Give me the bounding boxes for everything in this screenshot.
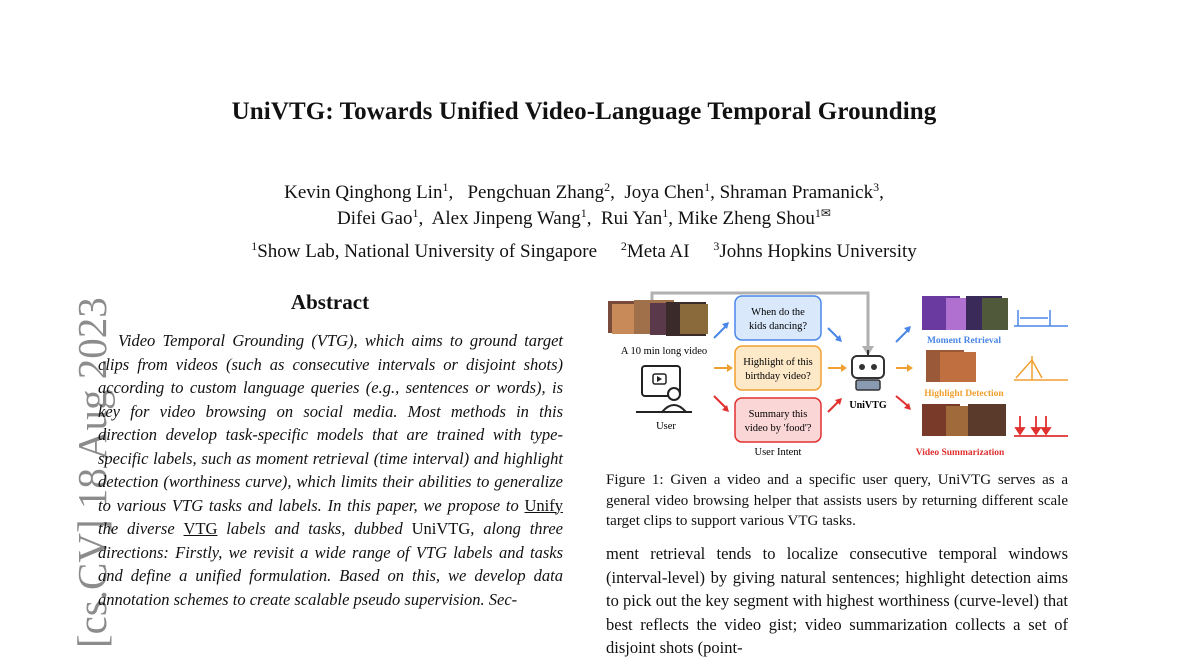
author: Alex Jinpeng Wang$^1$ [431,206,587,229]
model-label: UniVTG [849,400,887,411]
user-intent-label: User Intent [754,447,802,458]
output-label-summary: Video Summarization [915,448,1005,458]
user-icon [636,366,692,412]
affiliations: $^1$Show Lab, National University of Singapore $^2$Meta AI $^3$Johns Hopkins University [251,239,917,262]
query-text: video by 'food'? [744,423,812,434]
interval-icon [1014,310,1068,326]
figure-caption: Figure 1: Given a video and a specific user query, UniVTG serves as a general video browsing helper that assists users by returning different scale target clips to support various VTG tasks. [606,472,1068,529]
abstract-text: Video Temporal Grounding (VTG), which aims to ground target clips from videos (such as consecutive intervals or disjoint shots) according to custom language queries (e.g., sentences or words), is key for video browsing on social media. Most methods in this direction develop task-specific models that are trained with type-specific labels, such as moment retrieval (time interval) and highlight detection (worthiness curve), which limits their abilities to generalize to various VTG tasks and labels. In this paper, we propose to Unify the diverse VTG labels and tasks, dubbed UniVTG, along three directions: Firstly, we revisit a wide range of VTG labels and tasks and define a unified formulation. Based on this, we develop data annotation schemes to create scalable pseudo supervision. Sec- [98,331,563,609]
author: Rui Yan$^1$ [600,206,669,229]
author: Joya Chen$^1$ [624,180,711,203]
query-box-moment [735,296,821,340]
model-to-output-arrows [896,326,913,410]
query-text: birthday video? [745,371,811,382]
paper-title: UniVTG: Towards Unified Video-Language Temporal Grounding [231,98,937,125]
abstract-heading: Abstract [290,290,370,314]
body-text: ment retrieval tends to localize consecutive temporal windows (interval-level) by giving natural sentences; highlight detection aims to pick out the key segment with highest worthiness (curve-level) that best reflects the video gist; video summarization collects a set of disjoint shots (point- [606,544,1068,657]
query-box-summary [735,398,821,442]
highlight-thumbnails [926,350,976,382]
query-text: When do the [751,307,805,318]
output-label-moment: Moment Retrieval [926,336,1002,346]
author: Shraman Pramanick$^3$ [719,180,880,203]
query-text: Highlight of this [743,357,813,368]
moment-thumbnails [922,296,1008,330]
query-text: Summary this [748,409,808,420]
author: Difei Gao$^1$ [337,206,419,229]
authors-line-1: Kevin Qinghong Lin$^1$, Pengchuan Zhang$^2$, Joya Chen$^1$, Shraman Pramanick$^3$, [284,180,884,203]
query-to-model-arrows [828,328,847,412]
author: Kevin Qinghong Lin$^1$ [284,180,449,203]
output-label-highlight: Highlight Detection [924,389,1004,399]
video-thumbnail-stack [608,300,708,336]
robot-icon [852,350,884,390]
author: Pengchuan Zhang$^2$ [467,180,611,203]
figure-1 [606,288,1076,458]
user-label: User [656,421,676,432]
author: Mike Zheng Shou$^{1✉}$ [677,206,831,229]
authors-line-2: Difei Gao$^1$, Alex Jinpeng Wang$^1$, Rui Yan$^1$, Mike Zheng Shou$^{1✉}$ [337,206,831,229]
user-to-query-arrows [714,322,733,412]
summary-thumbnails [922,404,1006,436]
author-list [0,180,1168,232]
query-text: kids dancing? [748,321,808,332]
arxiv-stamp: [cs.CV] 18 Aug 2023 [69,297,115,648]
points-icon [1014,416,1068,436]
video-caption: A 10 min long video [620,346,708,357]
curve-icon [1014,356,1068,380]
query-box-highlight [735,346,821,390]
